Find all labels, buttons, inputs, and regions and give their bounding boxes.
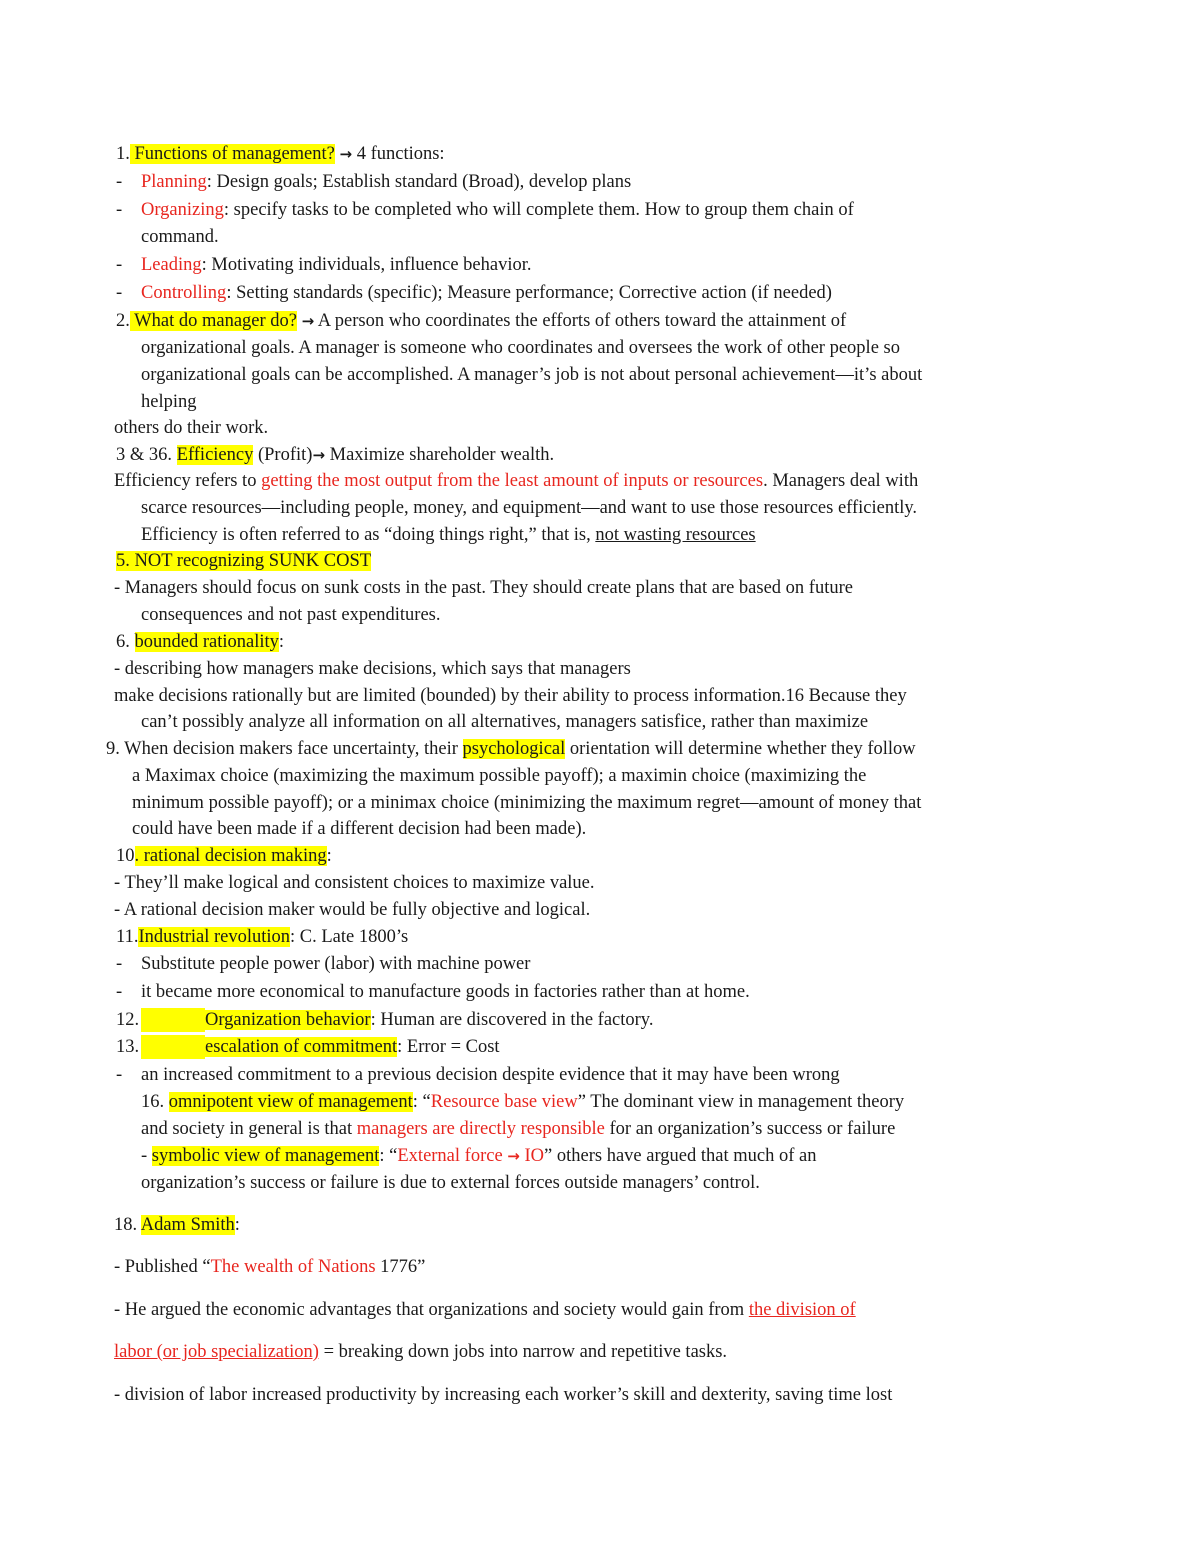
underlined-text: not wasting resources [595, 525, 756, 545]
term-organizing: Organizing [141, 200, 224, 220]
right-arrow-icon: → [339, 145, 353, 163]
item-2-line [116, 309, 846, 333]
body-text: - describing how managers make decisions, which says that managers [114, 659, 631, 679]
highlighted-heading: Functions of management? [129, 144, 335, 164]
bullet-controlling-text [141, 281, 832, 305]
body-text: - Published “ [114, 1257, 211, 1277]
body-text: Maximize shareholder wealth. [325, 445, 555, 465]
bullet-leading-text [141, 253, 531, 277]
item-number: 6. [116, 632, 135, 652]
highlight-spacer [141, 1008, 205, 1032]
item-3-right-things [141, 523, 756, 547]
body-text: Efficiency is often referred to as “doing things right,” that is, [141, 525, 596, 545]
item-number: 3 & 36. [116, 445, 177, 465]
body-text: - division of labor increased productivity by increasing each worker’s skill and dexterity, saving time lost [114, 1385, 893, 1405]
highlight-spacer [141, 1035, 205, 1059]
item-5-line [116, 549, 371, 573]
bullet-organizing-text [141, 198, 854, 222]
body-text: A person who coordinates the efforts of others toward the attainment of [314, 311, 847, 331]
body-text: ” others have argued that much of an [544, 1146, 817, 1166]
item-18-labor [114, 1340, 727, 1364]
bullet-dash: - [141, 1146, 152, 1166]
bullet-dash: - [116, 200, 123, 220]
red-emphasis: getting the most output from the least amount of inputs or resources [261, 471, 764, 491]
body-text: organization’s success or failure is due to external forces outside managers’ control. [141, 1173, 760, 1193]
body-text: Efficiency refers to [114, 471, 262, 491]
colon: : [234, 1215, 240, 1235]
highlighted-heading: 5. NOT recognizing SUNK COST [116, 551, 372, 571]
bullet-dash: - [116, 172, 123, 192]
body-text: it became more economical to manufacture goods in factories rather than at home. [141, 982, 750, 1002]
bullet-controlling [116, 281, 122, 305]
item-3-line [116, 443, 554, 467]
body-text: scarce resources—including people, money, and equipment—and want to use those resources efficiently. [141, 498, 918, 518]
right-arrow-icon: → [312, 446, 326, 464]
body-text: . Managers deal with [763, 471, 919, 491]
highlighted-heading: symbolic view of management [151, 1146, 380, 1166]
right-arrow-icon: → [301, 312, 315, 330]
item-10-line [116, 844, 332, 868]
highlighted-heading: Efficiency [176, 445, 254, 465]
body-text: : Human are discovered in the factory. [370, 1010, 654, 1030]
body-text: consequences and not past expenditures. [141, 605, 441, 625]
item-11-line [116, 925, 408, 949]
bullet-dash: - [116, 1065, 123, 1085]
body-text: - He argued the economic advantages that organizations and society would gain from [114, 1300, 749, 1320]
body-text: 9. When decision makers face uncertainty, their [106, 739, 463, 759]
body-text: make decisions rationally but are limited (bounded) by their ability to process information.16 Because they [114, 686, 907, 706]
item-16-symbolic-line [141, 1144, 816, 1168]
highlighted-heading: . rational decision making [134, 846, 327, 866]
item-13-number: 13. [116, 1037, 140, 1057]
colon: : [278, 632, 285, 652]
body-text: orientation will determine whether they follow [565, 739, 916, 759]
bullet-dash: - [116, 283, 123, 303]
body-text: : Setting standards (specific); Measure performance; Corrective action (if needed) [226, 283, 832, 303]
red-emphasis: managers are directly responsible [356, 1119, 605, 1139]
item-13-line [205, 1035, 500, 1059]
item-12-number: 12. [116, 1010, 140, 1030]
item-18-line [114, 1213, 240, 1237]
item-16-line [141, 1090, 904, 1114]
body-text: : “ [379, 1146, 398, 1166]
highlighted-heading: Adam Smith [140, 1215, 235, 1235]
body-text: : C. Late 1800’s [290, 927, 409, 947]
body-text: : Design goals; Establish standard (Broad), develop plans [206, 172, 632, 192]
body-text: - They’ll make logical and consistent choices to maximize value. [114, 873, 595, 893]
body-text: 1776” [375, 1257, 426, 1277]
highlighted-heading: omnipotent view of management [168, 1092, 413, 1112]
colon: : [326, 846, 332, 866]
red-underlined-text: labor (or job specialization) [114, 1342, 319, 1362]
item-18-published [114, 1255, 425, 1279]
body-text: and society in general is that [141, 1119, 357, 1139]
highlighted-term: psychological [462, 739, 566, 759]
body-text: 4 functions: [352, 144, 445, 164]
item-6-line [116, 630, 284, 654]
item-number: 16. [141, 1092, 169, 1112]
item-16-line-2 [141, 1117, 895, 1141]
item-number: 11. [116, 927, 139, 947]
item-12-line [205, 1008, 653, 1032]
right-arrow-icon: → [507, 1147, 520, 1165]
highlighted-heading: What do manager do? [129, 311, 297, 331]
highlighted-heading: bounded rationality [134, 632, 279, 652]
red-emphasis: IO [519, 1146, 545, 1166]
item-18-argued [114, 1298, 856, 1322]
highlighted-heading: escalation of commitment [205, 1037, 398, 1057]
body-text: a Maximax choice (maximizing the maximum possible payoff); a maximin choice (maximizing the [132, 766, 867, 786]
body-text: helping [141, 392, 197, 412]
body-text: : “ [412, 1092, 431, 1112]
body-text: can’t possibly analyze all information on all alternatives, managers satisfice, rather than maximize [141, 712, 869, 732]
item-number: 18. [114, 1215, 141, 1235]
body-text: for an organization’s success or failure [604, 1119, 896, 1139]
red-underlined-text: the division of [748, 1300, 856, 1320]
body-text: others do their work. [114, 418, 269, 438]
body-text: could have been made if a different decision had been made). [132, 819, 587, 839]
highlighted-heading: Industrial revolution [138, 927, 291, 947]
bullet-dash: - [116, 982, 123, 1002]
body-text: Substitute people power (labor) with machine power [141, 954, 531, 974]
body-text: : Motivating individuals, influence behavior. [201, 255, 532, 275]
red-emphasis: The wealth of Nations [210, 1257, 376, 1277]
bullet-planning-text [141, 170, 631, 194]
red-emphasis: External force [397, 1146, 508, 1166]
body-text: = breaking down jobs into narrow and repetitive tasks. [318, 1342, 728, 1362]
body-text: minimum possible payoff); or a minimax choice (minimizing the maximum regret—amount of money that [132, 793, 922, 813]
item-number: 2. [116, 311, 130, 331]
bullet-organizing [116, 198, 122, 222]
red-emphasis: Resource base view [430, 1092, 578, 1112]
term-controlling: Controlling [141, 283, 227, 303]
body-text: (Profit) [253, 445, 313, 465]
item-number: 1. [116, 144, 130, 164]
body-text: : specify tasks to be completed who will complete them. How to group them chain of [223, 200, 854, 220]
bullet-dash: - [116, 255, 123, 275]
bullet-dash: - [116, 954, 123, 974]
body-text: ” The dominant view in management theory [577, 1092, 905, 1112]
bullet-planning [116, 170, 122, 194]
item-1-line [116, 142, 445, 166]
term-leading: Leading [141, 255, 202, 275]
body-text: : Error = Cost [397, 1037, 500, 1057]
bullet-leading [116, 253, 122, 277]
body-text: an increased commitment to a previous decision despite evidence that it may have been wrong [141, 1065, 840, 1085]
body-text: organizational goals. A manager is someone who coordinates and oversees the work of other people so [141, 338, 900, 358]
body-text: organizational goals can be accomplished. A manager’s job is not about personal achievement—it’s about [141, 365, 923, 385]
item-3-definition [114, 469, 918, 493]
item-number: 10 [116, 846, 135, 866]
item-9-line [106, 737, 916, 761]
highlighted-heading: Organization behavior [205, 1010, 371, 1030]
term-planning: Planning [141, 172, 207, 192]
body-text: - Managers should focus on sunk costs in the past. They should create plans that are based on future [114, 578, 853, 598]
body-text: - A rational decision maker would be fully objective and logical. [114, 900, 591, 920]
body-text: command. [141, 227, 219, 247]
